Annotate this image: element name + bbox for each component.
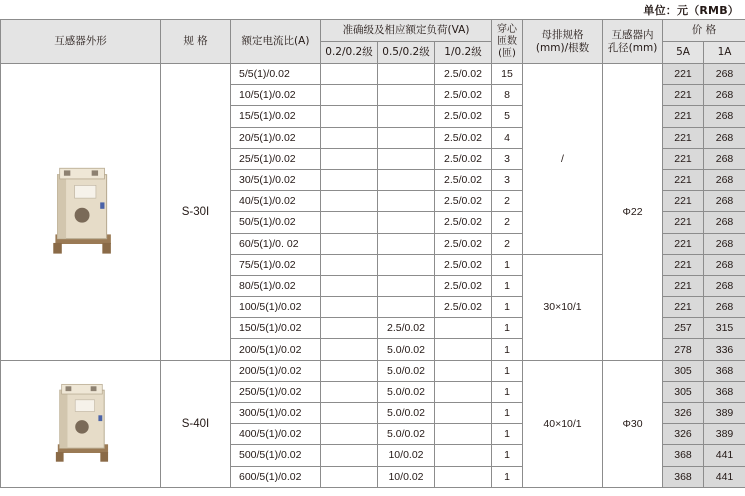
busbar-cell: 40×10/1 [523, 360, 603, 487]
accuracy-02-cell [321, 254, 378, 275]
price-1a-cell: 268 [704, 191, 745, 212]
accuracy-1-cell [435, 318, 492, 339]
accuracy-05-cell [378, 212, 435, 233]
ratio-cell: 10/5(1)/0.02 [231, 85, 321, 106]
price-1a-cell: 441 [704, 445, 745, 466]
ratio-cell: 600/5(1)/0.02 [231, 466, 321, 487]
accuracy-1-cell: 2.5/0.02 [435, 191, 492, 212]
price-1a-cell: 268 [704, 169, 745, 190]
accuracy-1-cell: 2.5/0.02 [435, 127, 492, 148]
header-acc-1: 1/0.2级 [435, 42, 492, 64]
price-1a-cell: 268 [704, 106, 745, 127]
accuracy-1-cell: 2.5/0.02 [435, 297, 492, 318]
ratio-cell: 200/5(1)/0.02 [231, 339, 321, 360]
price-5a-cell: 368 [663, 445, 704, 466]
price-5a-cell: 221 [663, 106, 704, 127]
price-5a-cell: 326 [663, 424, 704, 445]
busbar-cell: / [523, 64, 603, 255]
ratio-cell: 50/5(1)/0.02 [231, 212, 321, 233]
table-row [1, 64, 745, 85]
accuracy-05-cell [378, 297, 435, 318]
ratio-cell: 80/5(1)/0.02 [231, 275, 321, 296]
price-5a-cell: 257 [663, 318, 704, 339]
ratio-cell: 250/5(1)/0.02 [231, 381, 321, 402]
accuracy-05-cell: 5.0/0.02 [378, 403, 435, 424]
turns-cell: 15 [492, 64, 523, 85]
turns-cell: 1 [492, 339, 523, 360]
price-1a-cell: 315 [704, 318, 745, 339]
turns-cell: 5 [492, 106, 523, 127]
accuracy-05-cell [378, 127, 435, 148]
price-1a-cell: 268 [704, 254, 745, 275]
turns-cell: 1 [492, 445, 523, 466]
price-5a-cell: 221 [663, 191, 704, 212]
price-1a-cell: 268 [704, 148, 745, 169]
header-price-5a: 5A [663, 42, 704, 64]
turns-cell: 1 [492, 275, 523, 296]
accuracy-05-cell [378, 106, 435, 127]
turns-cell: 1 [492, 403, 523, 424]
accuracy-02-cell [321, 297, 378, 318]
price-5a-cell: 221 [663, 127, 704, 148]
header-turns: 穿心 匝数 (匝) [492, 20, 523, 64]
accuracy-02-cell [321, 127, 378, 148]
price-5a-cell: 221 [663, 297, 704, 318]
header-acc-05: 0.5/0.2级 [378, 42, 435, 64]
accuracy-1-cell: 2.5/0.02 [435, 233, 492, 254]
header-price-1a: 1A [704, 42, 745, 64]
ratio-cell: 30/5(1)/0.02 [231, 169, 321, 190]
accuracy-05-cell [378, 85, 435, 106]
ratio-cell: 15/5(1)/0.02 [231, 106, 321, 127]
ratio-cell: 5/5(1)/0.02 [231, 64, 321, 85]
accuracy-02-cell [321, 106, 378, 127]
price-1a-cell: 368 [704, 360, 745, 381]
ratio-cell: 200/5(1)/0.02 [231, 360, 321, 381]
turns-cell: 2 [492, 191, 523, 212]
accuracy-05-cell: 5.0/0.02 [378, 339, 435, 360]
accuracy-02-cell [321, 85, 378, 106]
price-1a-cell: 268 [704, 85, 745, 106]
accuracy-1-cell: 2.5/0.02 [435, 254, 492, 275]
accuracy-1-cell [435, 339, 492, 360]
price-1a-cell: 336 [704, 339, 745, 360]
accuracy-05-cell: 2.5/0.02 [378, 318, 435, 339]
accuracy-02-cell [321, 339, 378, 360]
accuracy-05-cell: 5.0/0.02 [378, 381, 435, 402]
busbar-cell: 30×10/1 [523, 254, 603, 360]
turns-cell: 3 [492, 169, 523, 190]
accuracy-02-cell [321, 169, 378, 190]
accuracy-05-cell [378, 275, 435, 296]
price-5a-cell: 278 [663, 339, 704, 360]
accuracy-05-cell [378, 233, 435, 254]
accuracy-1-cell [435, 360, 492, 381]
accuracy-05-cell [378, 148, 435, 169]
turns-cell: 1 [492, 360, 523, 381]
ratio-cell: 25/5(1)/0.02 [231, 148, 321, 169]
turns-cell: 1 [492, 254, 523, 275]
header-hole: 互感器内 孔径(mm) [603, 20, 663, 64]
accuracy-1-cell: 2.5/0.02 [435, 212, 492, 233]
header-acc-02: 0.2/0.2级 [321, 42, 378, 64]
accuracy-05-cell: 5.0/0.02 [378, 424, 435, 445]
price-1a-cell: 268 [704, 233, 745, 254]
ratio-cell: 400/5(1)/0.02 [231, 424, 321, 445]
turns-cell: 2 [492, 212, 523, 233]
accuracy-02-cell [321, 318, 378, 339]
header-model: 规 格 [161, 20, 231, 64]
price-1a-cell: 441 [704, 466, 745, 487]
price-1a-cell: 389 [704, 424, 745, 445]
accuracy-02-cell [321, 275, 378, 296]
ratio-cell: 40/5(1)/0.02 [231, 191, 321, 212]
accuracy-1-cell: 2.5/0.02 [435, 148, 492, 169]
accuracy-1-cell [435, 381, 492, 402]
model-cell: S-30I [161, 64, 231, 361]
ratio-cell: 60/5(1)/0. 02 [231, 233, 321, 254]
price-1a-cell: 368 [704, 381, 745, 402]
turns-cell: 1 [492, 466, 523, 487]
ratio-cell: 100/5(1)/0.02 [231, 297, 321, 318]
table-row [1, 360, 745, 381]
accuracy-05-cell [378, 64, 435, 85]
price-1a-cell: 268 [704, 127, 745, 148]
hole-cell: Φ22 [603, 64, 663, 361]
accuracy-02-cell [321, 360, 378, 381]
accuracy-1-cell [435, 445, 492, 466]
price-5a-cell: 221 [663, 254, 704, 275]
accuracy-02-cell [321, 233, 378, 254]
ratio-cell: 150/5(1)/0.02 [231, 318, 321, 339]
accuracy-02-cell [321, 191, 378, 212]
accuracy-05-cell: 5.0/0.02 [378, 360, 435, 381]
accuracy-02-cell [321, 445, 378, 466]
current-transformer-s30-image [1, 64, 161, 361]
accuracy-02-cell [321, 381, 378, 402]
accuracy-02-cell [321, 424, 378, 445]
current-transformer-s40-image [1, 360, 161, 487]
accuracy-05-cell [378, 191, 435, 212]
hole-cell: Φ30 [603, 360, 663, 487]
accuracy-1-cell: 2.5/0.02 [435, 169, 492, 190]
ratio-cell: 300/5(1)/0.02 [231, 403, 321, 424]
accuracy-1-cell [435, 403, 492, 424]
price-5a-cell: 221 [663, 169, 704, 190]
accuracy-02-cell [321, 64, 378, 85]
accuracy-1-cell: 2.5/0.02 [435, 106, 492, 127]
accuracy-1-cell [435, 466, 492, 487]
price-5a-cell: 326 [663, 403, 704, 424]
turns-cell: 1 [492, 381, 523, 402]
turns-cell: 1 [492, 297, 523, 318]
price-5a-cell: 221 [663, 85, 704, 106]
price-5a-cell: 221 [663, 64, 704, 85]
accuracy-02-cell [321, 403, 378, 424]
unit-label: 单位：元（RMB） [643, 4, 739, 17]
accuracy-02-cell [321, 212, 378, 233]
ratio-cell: 500/5(1)/0.02 [231, 445, 321, 466]
header-shape: 互感器外形 [1, 20, 161, 64]
price-5a-cell: 221 [663, 233, 704, 254]
accuracy-1-cell: 2.5/0.02 [435, 85, 492, 106]
turns-cell: 4 [492, 127, 523, 148]
price-1a-cell: 268 [704, 297, 745, 318]
accuracy-1-cell: 2.5/0.02 [435, 275, 492, 296]
accuracy-05-cell: 10/0.02 [378, 466, 435, 487]
turns-cell: 3 [492, 148, 523, 169]
price-5a-cell: 221 [663, 148, 704, 169]
price-5a-cell: 305 [663, 381, 704, 402]
price-5a-cell: 221 [663, 212, 704, 233]
accuracy-05-cell: 10/0.02 [378, 445, 435, 466]
accuracy-05-cell [378, 169, 435, 190]
accuracy-02-cell [321, 148, 378, 169]
price-1a-cell: 268 [704, 212, 745, 233]
price-1a-cell: 389 [704, 403, 745, 424]
turns-cell: 1 [492, 318, 523, 339]
header-busbar: 母排规格 (mm)/根数 [523, 20, 603, 64]
ratio-cell: 20/5(1)/0.02 [231, 127, 321, 148]
turns-cell: 2 [492, 233, 523, 254]
price-1a-cell: 268 [704, 275, 745, 296]
accuracy-05-cell [378, 254, 435, 275]
header-accuracy: 准确级及相应额定负荷(VA) [321, 20, 492, 42]
turns-cell: 1 [492, 424, 523, 445]
model-cell: S-40I [161, 360, 231, 487]
header-price: 价 格 [663, 20, 745, 42]
price-5a-cell: 368 [663, 466, 704, 487]
price-5a-cell: 305 [663, 360, 704, 381]
accuracy-1-cell: 2.5/0.02 [435, 64, 492, 85]
header-ratio: 额定电流比(A) [231, 20, 321, 64]
price-5a-cell: 221 [663, 275, 704, 296]
accuracy-1-cell [435, 424, 492, 445]
price-1a-cell: 268 [704, 64, 745, 85]
price-table [0, 19, 745, 488]
accuracy-02-cell [321, 466, 378, 487]
turns-cell: 8 [492, 85, 523, 106]
ratio-cell: 75/5(1)/0.02 [231, 254, 321, 275]
